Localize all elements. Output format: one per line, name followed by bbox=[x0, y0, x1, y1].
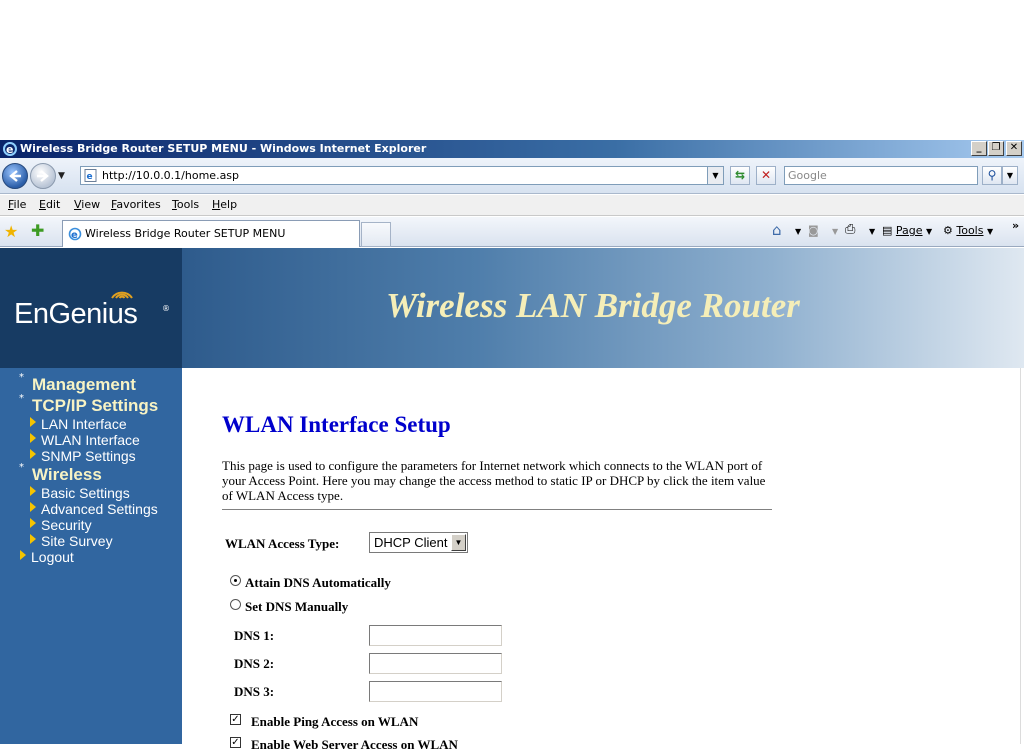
gear-icon: ⚙ bbox=[943, 224, 953, 237]
chevron-down-icon: ▼ bbox=[1006, 171, 1014, 180]
favorites-star-icon[interactable]: ★ bbox=[4, 222, 19, 241]
web-page bbox=[0, 248, 1024, 752]
window-title-bar bbox=[0, 140, 1024, 158]
divider bbox=[222, 509, 772, 510]
sidebar-item-wlan-interface[interactable]: WLAN Interface bbox=[41, 432, 140, 448]
svg-text:e: e bbox=[6, 143, 14, 156]
menu-tools[interactable]: Tools bbox=[172, 198, 200, 211]
dns-manual-radio[interactable] bbox=[230, 599, 241, 610]
minimize-button[interactable]: _ bbox=[971, 141, 987, 156]
feeds-icon[interactable]: ◙ bbox=[808, 224, 819, 237]
sidebar-item-security[interactable]: Security bbox=[41, 517, 92, 533]
address-dropdown-icon[interactable]: ▼ bbox=[707, 167, 723, 184]
back-arrow-icon bbox=[8, 169, 22, 183]
home-icon[interactable]: ⌂ bbox=[772, 221, 782, 239]
page-favicon-icon bbox=[84, 169, 97, 182]
banner-title: Wireless LAN Bridge Router bbox=[386, 286, 800, 325]
sidebar-item-advanced-settings[interactable]: Advanced Settings bbox=[41, 501, 158, 517]
engenius-logo: EnGenius bbox=[14, 298, 138, 330]
restore-button[interactable]: ❐ bbox=[988, 141, 1004, 156]
print-dropdown-icon[interactable]: ▼ bbox=[869, 227, 876, 236]
search-options-button[interactable] bbox=[1002, 166, 1018, 185]
recent-pages-dropdown-icon[interactable]: ▼ bbox=[58, 171, 65, 181]
refresh-button[interactable] bbox=[730, 166, 750, 185]
address-input[interactable] bbox=[80, 166, 724, 185]
search-button[interactable] bbox=[982, 166, 1002, 185]
menu-bar bbox=[0, 195, 1024, 216]
menu-edit[interactable]: Edit bbox=[39, 198, 61, 211]
tab-label: Wireless Bridge Router SETUP MENU bbox=[85, 227, 286, 240]
sidebar-item-site-survey[interactable]: Site Survey bbox=[41, 533, 113, 549]
svg-text:e: e bbox=[71, 230, 78, 241]
url-text[interactable]: http://10.0.0.1/home.asp bbox=[102, 169, 240, 182]
content-right-border bbox=[1020, 368, 1024, 744]
menu-file[interactable]: File bbox=[8, 198, 27, 211]
access-type-select[interactable] bbox=[369, 532, 468, 553]
dns3-label: DNS 3: bbox=[234, 684, 275, 699]
page-icon: ▤ bbox=[882, 224, 893, 237]
add-favorites-icon[interactable]: ✚ bbox=[31, 221, 45, 240]
dns-auto-radio[interactable] bbox=[230, 575, 241, 586]
menu-help[interactable]: Help bbox=[212, 198, 238, 211]
sidebar-item-lan-interface[interactable]: LAN Interface bbox=[41, 416, 127, 432]
chevron-more-icon[interactable]: » bbox=[1012, 219, 1020, 232]
stop-icon: ✕ bbox=[760, 168, 772, 182]
search-icon: ⚲ bbox=[987, 168, 997, 182]
dns-auto-label: Attain DNS Automatically bbox=[245, 575, 391, 590]
back-button[interactable] bbox=[2, 163, 28, 189]
arrow-bullet-icon bbox=[20, 550, 26, 560]
page-title: WLAN Interface Setup bbox=[222, 412, 451, 437]
sidebar-item-management[interactable]: Management bbox=[32, 375, 136, 394]
sidebar-item-logout[interactable]: Logout bbox=[31, 549, 74, 565]
close-window-button[interactable]: ✕ bbox=[1006, 141, 1022, 156]
sidebar-item-wireless[interactable]: Wireless bbox=[32, 465, 102, 484]
banner bbox=[182, 248, 1024, 368]
access-type-value: DHCP Client bbox=[374, 535, 448, 550]
forward-arrow-icon bbox=[36, 169, 50, 183]
ping-access-label: Enable Ping Access on WLAN bbox=[251, 714, 419, 729]
page-menu-button[interactable]: ▤ Page ▼ bbox=[882, 224, 933, 237]
arrow-bullet-icon bbox=[30, 449, 36, 459]
bullet-icon: * bbox=[19, 372, 24, 383]
sidebar-item-tcpip[interactable]: TCP/IP Settings bbox=[32, 396, 159, 415]
tab-active[interactable] bbox=[62, 220, 360, 247]
svg-text:e: e bbox=[86, 172, 93, 182]
tools-menu-button[interactable]: ⚙ Tools ▼ bbox=[943, 224, 994, 237]
access-type-label: WLAN Access Type: bbox=[225, 536, 340, 551]
bullet-icon: * bbox=[19, 393, 24, 404]
main-content bbox=[182, 368, 1024, 752]
sidebar-item-basic-settings[interactable]: Basic Settings bbox=[41, 485, 130, 501]
window-title: Wireless Bridge Router SETUP MENU - Windows Internet Explorer bbox=[20, 142, 427, 155]
bullet-icon: * bbox=[19, 462, 24, 473]
new-tab-button[interactable] bbox=[361, 222, 391, 247]
search-input[interactable]: Google bbox=[784, 166, 978, 185]
tab-bar bbox=[0, 217, 1024, 247]
chevron-down-icon: ▼ bbox=[451, 534, 466, 551]
feeds-dropdown-icon[interactable]: ▼ bbox=[832, 227, 839, 236]
refresh-icon: ⇆ bbox=[734, 168, 746, 182]
arrow-bullet-icon bbox=[30, 417, 36, 427]
web-access-label: Enable Web Server Access on WLAN bbox=[251, 737, 458, 752]
arrow-bullet-icon bbox=[30, 502, 36, 512]
arrow-bullet-icon bbox=[30, 518, 36, 528]
logo-registered-mark: ® bbox=[162, 304, 170, 313]
forward-button[interactable] bbox=[30, 163, 56, 189]
tab-favicon-icon bbox=[68, 227, 82, 241]
dns1-input[interactable] bbox=[369, 625, 502, 646]
home-dropdown-icon[interactable]: ▼ bbox=[795, 227, 802, 236]
sidebar-nav bbox=[0, 368, 182, 744]
arrow-bullet-icon bbox=[30, 486, 36, 496]
logo-panel bbox=[0, 248, 182, 368]
menu-favorites[interactable]: Favorites bbox=[111, 198, 161, 211]
arrow-bullet-icon bbox=[30, 433, 36, 443]
menu-view[interactable]: View bbox=[74, 198, 101, 211]
stop-button[interactable] bbox=[756, 166, 776, 185]
print-icon[interactable]: ⎙ bbox=[845, 222, 856, 237]
arrow-bullet-icon bbox=[30, 534, 36, 544]
dns2-input[interactable] bbox=[369, 653, 502, 674]
page-description: This page is used to configure the parameters for Internet network which connects to the WLAN port of your Access Point. Here you may change the access method to static IP or DHCP by click the item value of WLAN Access type. bbox=[222, 458, 766, 503]
web-access-checkbox[interactable]: ✓ bbox=[231, 737, 240, 748]
ping-access-checkbox[interactable]: ✓ bbox=[231, 714, 240, 725]
sidebar-item-snmp-settings[interactable]: SNMP Settings bbox=[41, 448, 136, 464]
dns2-label: DNS 2: bbox=[234, 656, 275, 671]
ie-logo-icon bbox=[3, 142, 17, 156]
dns-manual-label: Set DNS Manually bbox=[245, 599, 349, 614]
dns1-label: DNS 1: bbox=[234, 628, 275, 643]
dns3-input[interactable] bbox=[369, 681, 502, 702]
